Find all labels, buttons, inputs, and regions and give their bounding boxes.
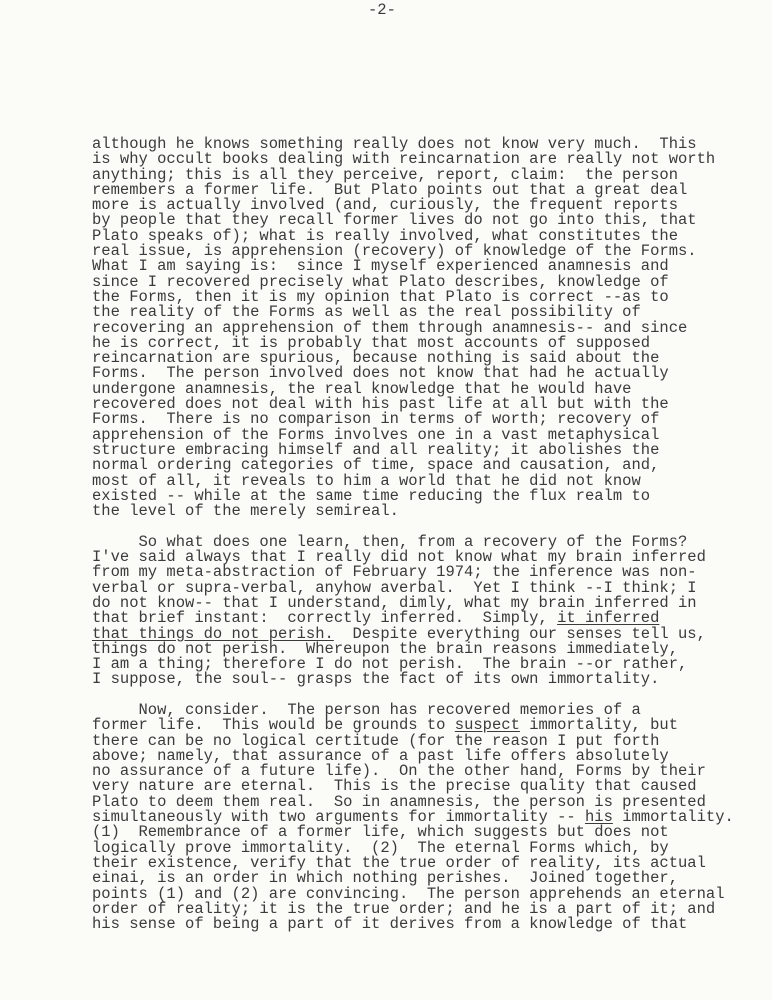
text-line (92, 917, 734, 932)
text-segment: order of reality; it is the true order; and he is a part of it; and (92, 899, 716, 918)
text-segment: Forms. The person involved does not know that had he actually (92, 364, 669, 383)
text-segment: former life. This would be grounds to (92, 716, 455, 735)
text-segment: undergone anamnesis, the real knowledge that he would have (92, 379, 632, 398)
text-segment: more is actually involved (and, curiously, the frequent reports (92, 196, 678, 215)
text-segment: is why occult books dealing with reincarnation are really not worth (92, 150, 716, 169)
page-number: -2- (368, 1, 396, 19)
text-segment: no assurance of a future life). On the other hand, Forms by their (92, 762, 706, 781)
text-segment: remembers a former life. But Plato points out that a great deal (92, 180, 688, 199)
text-segment: recovered does not deal with his past life at all but with the (92, 395, 669, 414)
text-segment: What I am saying is: since I myself experienced anamnesis and (92, 257, 669, 276)
text-segment: verbal or supra-verbal, anyhow averbal. Yet I think --I think; I (92, 578, 697, 597)
text-segment: things do not perish. Whereupon the brain reasons immediately, (92, 639, 678, 658)
text-segment: from my meta-abstraction of February 1974; the inference was non- (92, 563, 697, 582)
text-segment: apprehension of the Forms involves one in a vast metaphysical (92, 425, 660, 444)
text-segment: reincarnation are spurious, because nothing is said about the (92, 349, 660, 368)
underlined-text: suspect (454, 716, 520, 735)
text-segment: real issue, is apprehension (recovery) of knowledge of the Forms. (92, 242, 697, 261)
text-segment: since I recovered precisely what Plato describes, knowledge of (92, 272, 669, 291)
text-segment: anything; this is all they perceive, report, claim: the person (92, 165, 678, 184)
text-segment: their existence, verify that the true order of reality, its actual (92, 853, 706, 872)
text-segment: Plato speaks of); what is really involved, what constitutes the (92, 226, 678, 245)
text-segment: structure embracing himself and all reality; it abolishes the (92, 440, 660, 459)
text-segment: Forms. There is no comparison in terms of worth; recovery of (92, 410, 660, 429)
text-segment: his sense of being a part of it derives from a knowledge of that (92, 915, 688, 934)
text-segment: the reality of the Forms as well as the real possibility of (92, 303, 641, 322)
text-segment: there can be no logical certitude (for the reason I put forth (92, 731, 660, 750)
text-segment: by people that they recall former lives do not go into this, that (92, 211, 697, 230)
text-segment: immortality, but (519, 716, 679, 735)
typewritten-body-text (92, 137, 734, 948)
paragraph (92, 137, 734, 519)
text-segment: immortality. (612, 808, 734, 827)
paragraph (92, 532, 734, 689)
text-line (92, 672, 734, 687)
text-segment: So what does one learn, then, from a recovery of the Forms? (92, 532, 688, 551)
text-segment: Now, consider. The person has recovered memories of a (92, 700, 641, 719)
text-segment: logically prove immortality. (2) The eternal Forms which, by (92, 838, 669, 857)
text-segment: Despite everything our senses tell us, (333, 624, 706, 643)
text-segment: he is correct, it is probably that most accounts of supposed (92, 333, 651, 352)
text-segment: the Forms, then it is my opinion that Plato is correct --as to (92, 287, 669, 306)
text-segment: above; namely, that assurance of a past life offers absolutely (92, 746, 669, 765)
text-segment: normal ordering categories of time, space and causation, and, (92, 456, 660, 475)
paragraph (92, 700, 734, 934)
text-segment: I am a thing; therefore I do not perish. The brain --or rather, (92, 655, 688, 674)
underlined-text: it inferred (557, 609, 660, 628)
text-segment: do not know-- that I understand, dimly, what my brain inferred in (92, 593, 697, 612)
text-segment: einai, is an order in which nothing perishes. Joined together, (92, 869, 678, 888)
text-segment: existed -- while at the same time reducing the flux realm to (92, 486, 651, 505)
text-segment: most of all, it reveals to him a world that he did not know (92, 471, 641, 490)
underlined-text: his (584, 808, 613, 827)
text-segment: the level of the merely semireal. (92, 502, 399, 521)
text-segment: simultaneously with two arguments for immortality -- (92, 808, 585, 827)
text-segment: (1) Remembrance of a former life, which suggests but does not (92, 823, 669, 842)
text-segment: recovering an apprehension of them through anamnesis-- and since (92, 318, 688, 337)
text-segment: although he knows something really does not know very much. This (92, 135, 697, 153)
text-line (92, 504, 734, 519)
text-segment: I suppose, the soul-- grasps the fact of its own immortality. (92, 670, 660, 689)
text-segment: very nature are eternal. This is the precise quality that caused (92, 777, 697, 796)
text-segment: Plato to deem them real. So in anamnesis, the person is presented (92, 792, 706, 811)
underlined-text: that things do not perish. (92, 624, 334, 643)
text-segment: points (1) and (2) are convincing. The person apprehends an eternal (92, 884, 725, 903)
text-segment: that brief instant: correctly inferred. Simply, (92, 609, 558, 628)
text-segment: I've said always that I really did not know what my brain inferred (92, 548, 706, 567)
